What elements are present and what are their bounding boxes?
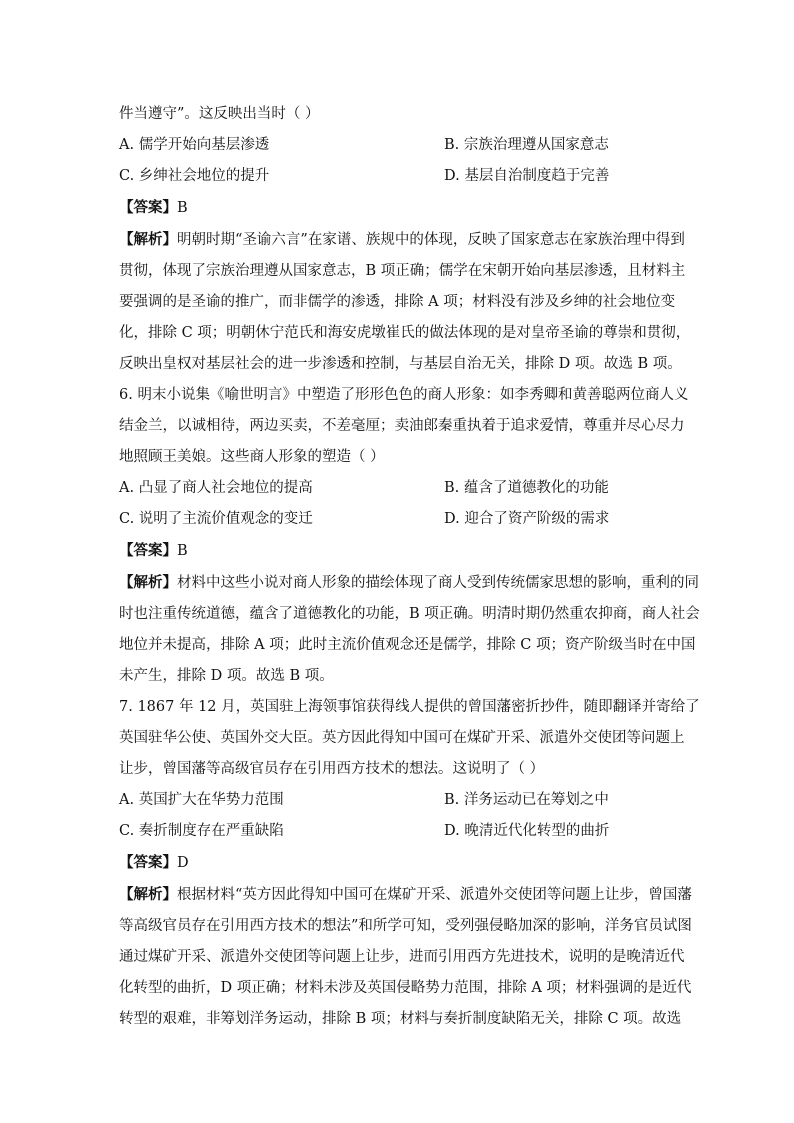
answer-tag: 【答案】 xyxy=(119,542,177,559)
answer-value: D xyxy=(177,855,189,871)
q6-options-row-2 xyxy=(119,504,679,535)
q6-analysis-line: 时也注重传统道德，蕴含了道德教化的功能，B 项正确。明清时期仍然重农抑商，商人社会 xyxy=(119,606,700,622)
q7-analysis-line: 等高级官员存在引用西方技术的想法”和所学可知，受列强侵略加深的影响，洋务官员试图 xyxy=(119,918,692,934)
q5-analysis-line: 贯彻，体现了宗族治理遵从国家意志，B 项正确；儒学在宋朝开始向基层渗透，且材料主 xyxy=(119,263,686,279)
q6-option-a: A. 凸显了商人社会地位的提高 xyxy=(119,480,313,496)
q7-options-row-1 xyxy=(119,785,679,816)
q7-analysis-line: 转型的艰难，非筹划洋务运动，排除 B 项；材料与奏折制度缺陷无关，排除 C 项。故选 xyxy=(119,1011,682,1027)
analysis-text: 材料中这些小说对商人形象的描绘体现了商人受到传统儒家思想的影响，重利的同 xyxy=(177,575,699,591)
answer-value: B xyxy=(177,543,188,559)
q5-analysis-line xyxy=(119,224,685,256)
q6-answer xyxy=(119,535,679,567)
q7-analysis-line: 通过煤矿开采、派遣外交使团等问题上让步，进而引用西方先进技术，说明的是晚清近代 xyxy=(119,949,685,965)
q5-analysis-line: 化，排除 C 项；明朝休宁范氏和海安虎墩崔氏的做法体现的是对皇帝圣谕的尊崇和贯彻， xyxy=(119,325,691,341)
q5-options-row-2 xyxy=(119,161,679,192)
q6-analysis-line: 未产生，排除 D 项。故选 B 项。 xyxy=(119,668,334,684)
q7-analysis-line xyxy=(119,879,692,911)
q7-stem-line: 让步，曾国藩等高级官员存在引用西方技术的想法。这说明了（ ） xyxy=(119,761,545,777)
q7-answer xyxy=(119,847,679,879)
q7-analysis-line: 化转型的曲折，D 项正确；材料未涉及英国侵略势力范围，排除 A 项；材料强调的是近代 xyxy=(119,980,692,996)
q6-option-b: B. 蕴含了道德教化的功能 xyxy=(444,480,609,496)
q5-option-c: C. 乡绅社会地位的提升 xyxy=(119,168,270,184)
answer-value: B xyxy=(177,200,188,216)
q5-analysis-line: 反映出皇权对基层社会的进一步渗透和控制，与基层自治无关，排除 D 项。故选 B 项。 xyxy=(119,356,682,372)
analysis-text: 根据材料“英方因此得知中国可在煤矿开采、派遣外交使团等问题上让步，曾国藩 xyxy=(177,887,692,903)
q6-analysis-line: 地位并未提高，排除 A 项；此时主流价值观念还是儒学，排除 C 项；资产阶级当时在中国 xyxy=(119,637,696,653)
q7-option-b: B. 洋务运动已在筹划之中 xyxy=(444,792,609,808)
q6-stem-line: 地照顾王美娘。这些商人形象的塑造（ ） xyxy=(119,449,385,465)
q5-option-d: D. 基层自治制度趋于完善 xyxy=(444,168,610,184)
analysis-tag: 【解析】 xyxy=(119,231,177,248)
q5-stem-line: 件当遵守”。这反映出当时（ ） xyxy=(119,106,320,122)
page-content xyxy=(119,99,700,1035)
q5-option-a: A. 儒学开始向基层渗透 xyxy=(119,137,270,153)
q7-options-row-2 xyxy=(119,816,679,847)
q6-stem-line: 结金兰，以诚相待，两边买卖，不差毫厘；卖油郎秦重执着于追求爱情，尊重并尽心尽力 xyxy=(119,418,685,434)
q5-analysis-line: 要强调的是圣谕的推广，而非儒学的渗透，排除 A 项；材料没有涉及乡绅的社会地位变 xyxy=(119,294,676,310)
q5-options-row-1 xyxy=(119,130,679,161)
q5-answer xyxy=(119,192,679,224)
q6-option-d: D. 迎合了资产阶级的需求 xyxy=(444,511,610,527)
q6-option-c: C. 说明了主流价值观念的变迁 xyxy=(119,511,313,527)
q6-analysis-line xyxy=(119,567,699,599)
answer-tag: 【答案】 xyxy=(119,199,177,216)
q7-option-d: D. 晚清近代化转型的曲折 xyxy=(444,823,610,839)
analysis-tag: 【解析】 xyxy=(119,574,177,591)
q7-option-c: C. 奏折制度存在严重缺陷 xyxy=(119,823,284,839)
q7-option-a: A. 英国扩大在华势力范围 xyxy=(119,792,284,808)
analysis-text: 明朝时期“圣谕六言”在家谱、族规中的体现，反映了国家意志在家族治理中得到 xyxy=(177,232,685,248)
answer-tag: 【答案】 xyxy=(119,854,177,871)
q5-option-b: B. 宗族治理遵从国家意志 xyxy=(444,137,609,153)
q6-options-row-1 xyxy=(119,473,679,504)
q6-stem-line: 6. 明末小说集《喻世明言》中塑造了形形色色的商人形象：如李秀卿和黄善聪两位商人义 xyxy=(119,387,689,403)
analysis-tag: 【解析】 xyxy=(119,886,177,903)
q7-stem-line: 7. 1867 年 12 月，英国驻上海领事馆获得线人提供的曾国藩密折抄件，随即翻译并寄给了 xyxy=(119,699,700,715)
q7-stem-line: 英国驻华公使、英国外交大臣。英方因此得知中国可在煤矿开采、派遣外交使团等问题上 xyxy=(119,730,685,746)
